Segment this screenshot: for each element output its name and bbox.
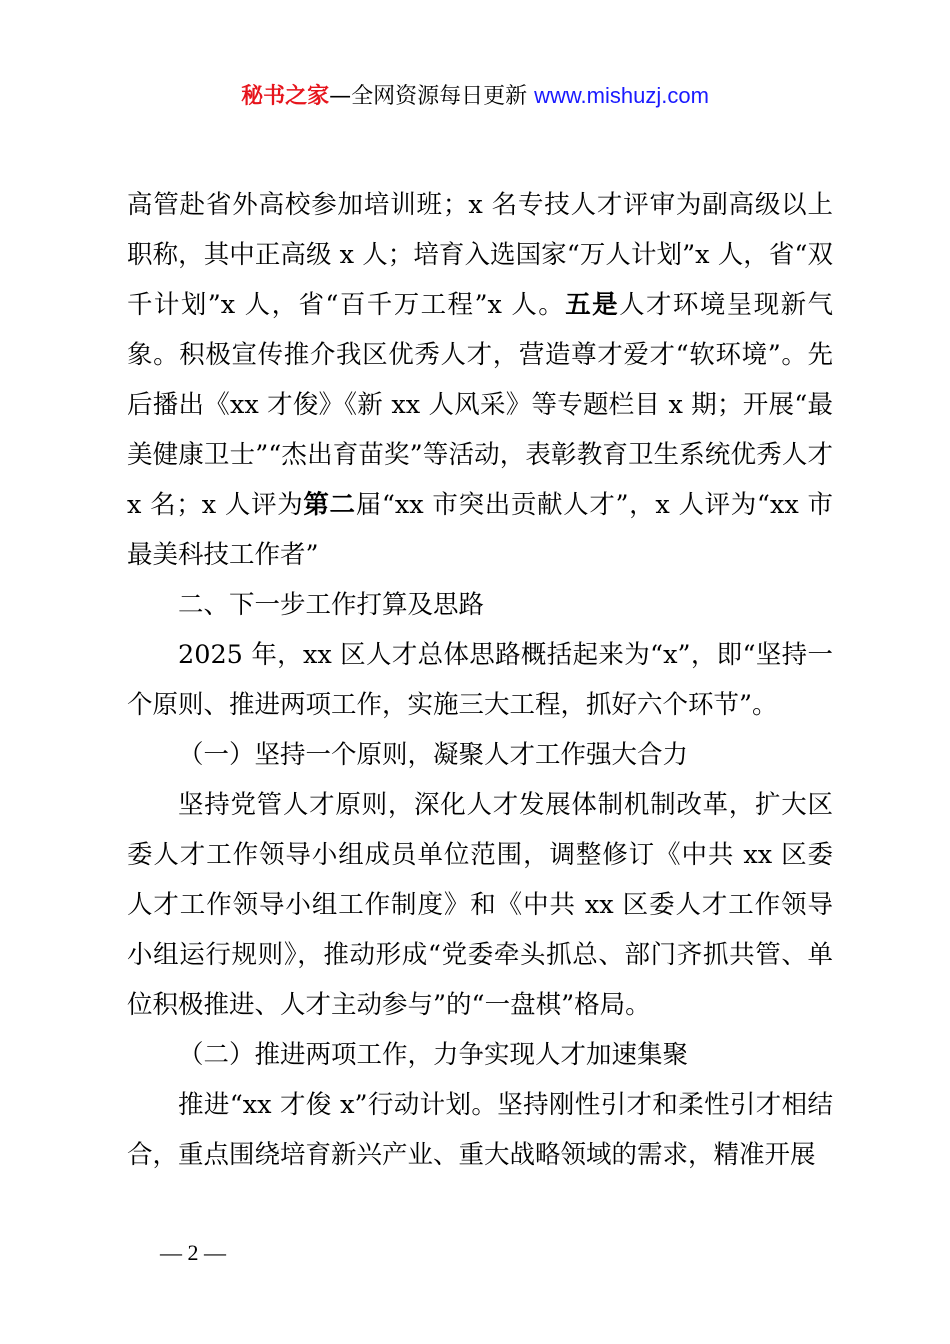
bold-emphasis: 五是 [565, 290, 620, 320]
page-number: — 2 — [160, 1240, 226, 1265]
header-tagline: —全网资源每日更新 [329, 84, 528, 109]
paragraph-overall-approach: 2025 年，xx 区人才总体思路概括起来为“x”，即“坚持一个原则、推进两项工作，实施三大工程，抓好六个环节”。 [127, 640, 833, 720]
paragraph-talent-action-plan: 推进“xx 才俊 x”行动计划。坚持刚性引才和柔性引才相结合，重点围绕培育新兴产业、重大战略领域的需求，精准开展 [127, 1090, 833, 1170]
site-url-link[interactable]: www.mishuzj.com [534, 83, 709, 108]
subheading-one-principle: （一）坚持一个原则，凝聚人才工作强大合力 [178, 740, 689, 770]
brand-name: 秘书之家 [241, 84, 330, 109]
subheading-two-tasks: （二）推进两项工作，力争实现人才加速集聚 [178, 1040, 689, 1070]
paragraph-text: 高管赴省外高校参加培训班；x 名专技人才评审为副高级以上职称，其中正高级 x 人；培育入选国家“万人计划”x 人，省“双千计划”x 人，省“百千万工程”x 人。 [127, 190, 833, 320]
paragraph-text: 届“xx 市突出贡献人才”，x 人评为“xx 市最美科技工作者” [127, 490, 833, 570]
paragraph-talent-achievements [127, 180, 833, 580]
document-body [127, 180, 833, 1180]
paragraph-text: 人才环境呈现新气象。积极宣传推介我区优秀人才，营造尊才爱才“软环境”。先后播出《xx 才俊》《新 xx 人风采》等专题栏目 x 期；开展“最美健康卫士”“杰出育苗奖”等活动，表彰教育卫生系统优秀人才 x 名；x 人评为 [127, 290, 833, 520]
bold-emphasis: 第二 [303, 490, 356, 520]
paragraph-party-leadership: 坚持党管人才原则，深化人才发展体制机制改革，扩大区委人才工作领导小组成员单位范围，调整修订《中共 xx 区委人才工作领导小组工作制度》和《中共 xx 区委人才工作领导小组运行规则》，推动形成“党委牵头抓总、部门齐抓共管、单位积极推进、人才主动参与”的“一盘棋”格局。 [127, 790, 833, 1020]
site-header [0, 80, 950, 113]
section-heading-next-steps: 二、下一步工作打算及思路 [178, 590, 485, 620]
